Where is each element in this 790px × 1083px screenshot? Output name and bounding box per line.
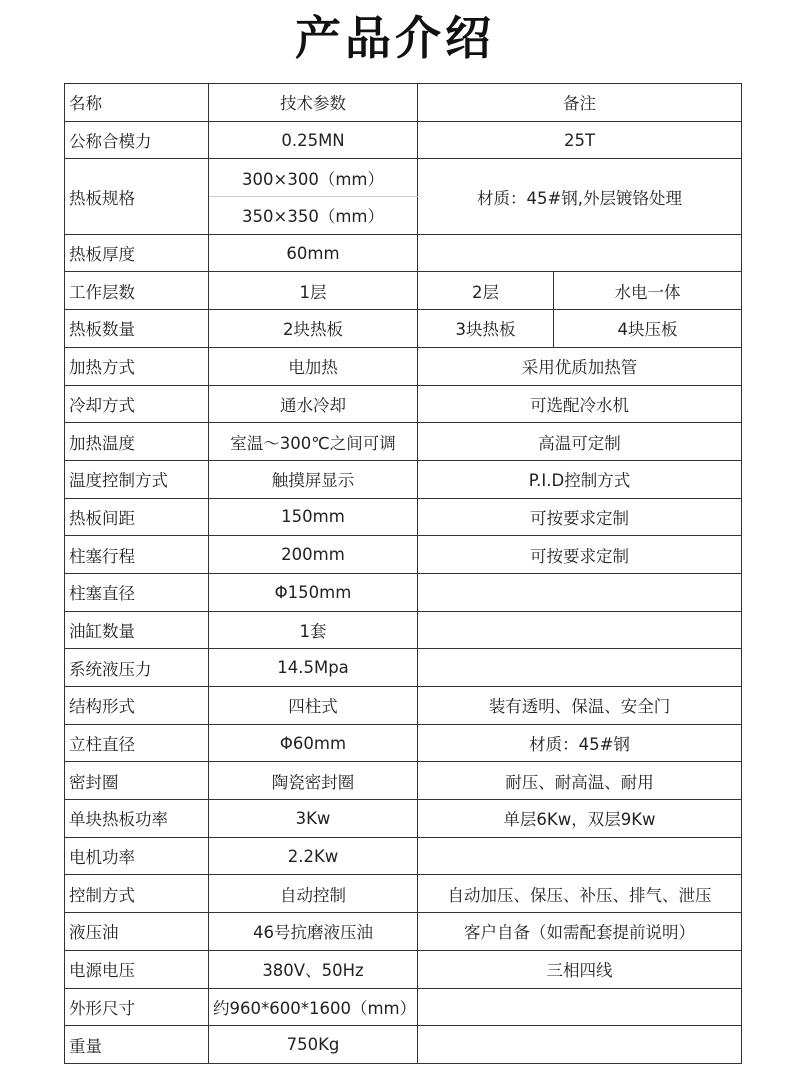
row-name: 热板间距	[65, 498, 209, 536]
row-name: 重量	[65, 1026, 209, 1064]
row-note-a: 3块热板	[418, 310, 554, 348]
row-name: 热板厚度	[65, 234, 209, 272]
row-param: 电加热	[209, 347, 418, 385]
row-param: 380V、50Hz	[209, 950, 418, 988]
row-param: 2块热板	[209, 310, 418, 348]
row-name: 系统液压力	[65, 649, 209, 687]
table-row	[65, 988, 742, 1026]
row-param: 300×300（mm）	[209, 159, 418, 197]
row-note: 可按要求定制	[418, 498, 742, 536]
table-row	[65, 1026, 742, 1064]
row-name: 油缸数量	[65, 611, 209, 649]
row-param: 1套	[209, 611, 418, 649]
row-param: 60mm	[209, 234, 418, 272]
table-row	[65, 234, 742, 272]
header-param: 技术参数	[209, 84, 418, 122]
row-name: 工作层数	[65, 272, 209, 310]
row-note: 高温可定制	[418, 423, 742, 461]
spec-table	[64, 83, 742, 1064]
table-row	[65, 800, 742, 838]
row-note-b: 4块压板	[554, 310, 742, 348]
row-param: 200mm	[209, 536, 418, 574]
row-name: 控制方式	[65, 875, 209, 913]
table-row	[65, 460, 742, 498]
table-row	[65, 611, 742, 649]
row-note: 装有透明、保温、安全门	[418, 687, 742, 725]
row-param: 750Kg	[209, 1026, 418, 1064]
table-row	[65, 423, 742, 461]
table-row	[65, 687, 742, 725]
row-name: 密封圈	[65, 762, 209, 800]
row-param: 触摸屏显示	[209, 460, 418, 498]
table-row	[65, 573, 742, 611]
table-row	[65, 649, 742, 687]
row-note-b: 水电一体	[554, 272, 742, 310]
row-note: 材质：45#钢,外层镀铬处理	[418, 159, 742, 234]
row-note	[418, 1026, 742, 1064]
row-name: 柱塞直径	[65, 573, 209, 611]
table-row	[65, 159, 742, 197]
table-row	[65, 121, 742, 159]
row-name: 温度控制方式	[65, 460, 209, 498]
row-name: 液压油	[65, 913, 209, 951]
row-note: 材质：45#钢	[418, 724, 742, 762]
table-row	[65, 498, 742, 536]
page-title: 产品介绍	[295, 11, 495, 65]
row-name: 加热方式	[65, 347, 209, 385]
row-note	[418, 988, 742, 1026]
row-note: 三相四线	[418, 950, 742, 988]
table-row	[65, 913, 742, 951]
table-header-row	[65, 84, 742, 122]
row-param: 陶瓷密封圈	[209, 762, 418, 800]
row-note	[418, 573, 742, 611]
row-name: 热板数量	[65, 310, 209, 348]
row-note: P.I.D控制方式	[418, 460, 742, 498]
row-param: 350×350（mm）	[209, 197, 418, 235]
row-note	[418, 649, 742, 687]
row-param: 室温～300℃之间可调	[209, 423, 418, 461]
row-name: 结构形式	[65, 687, 209, 725]
table-row	[65, 272, 742, 310]
row-name: 柱塞行程	[65, 536, 209, 574]
row-param: 2.2Kw	[209, 837, 418, 875]
row-note: 可选配冷水机	[418, 385, 742, 423]
table-row	[65, 950, 742, 988]
table-row	[65, 310, 742, 348]
header-note: 备注	[418, 84, 742, 122]
row-note	[418, 837, 742, 875]
row-name: 冷却方式	[65, 385, 209, 423]
table-row	[65, 837, 742, 875]
row-name: 热板规格	[65, 159, 209, 234]
row-name: 加热温度	[65, 423, 209, 461]
row-param: 3Kw	[209, 800, 418, 838]
row-param: 14.5Mpa	[209, 649, 418, 687]
row-param: 自动控制	[209, 875, 418, 913]
row-note	[418, 234, 742, 272]
header-name: 名称	[65, 84, 209, 122]
table-row	[65, 724, 742, 762]
table-row	[65, 875, 742, 913]
row-note: 耐压、耐高温、耐用	[418, 762, 742, 800]
row-name: 立柱直径	[65, 724, 209, 762]
row-note: 采用优质加热管	[418, 347, 742, 385]
table-row	[65, 762, 742, 800]
row-note: 25T	[418, 121, 742, 159]
row-param: Φ60mm	[209, 724, 418, 762]
row-name: 电机功率	[65, 837, 209, 875]
row-param: 150mm	[209, 498, 418, 536]
row-name: 公称合模力	[65, 121, 209, 159]
row-param: 0.25MN	[209, 121, 418, 159]
row-note	[418, 611, 742, 649]
row-param: 46号抗磨液压油	[209, 913, 418, 951]
row-param: Φ150mm	[209, 573, 418, 611]
row-note-a: 2层	[418, 272, 554, 310]
row-name: 电源电压	[65, 950, 209, 988]
row-param: 1层	[209, 272, 418, 310]
table-row	[65, 347, 742, 385]
row-note: 自动加压、保压、补压、排气、泄压	[418, 875, 742, 913]
row-name: 单块热板功率	[65, 800, 209, 838]
row-note: 可按要求定制	[418, 536, 742, 574]
row-param: 通水冷却	[209, 385, 418, 423]
table-row	[65, 536, 742, 574]
row-param: 约960*600*1600（mm）	[209, 988, 418, 1026]
row-param: 四柱式	[209, 687, 418, 725]
row-name: 外形尺寸	[65, 988, 209, 1026]
row-note: 单层6Kw，双层9Kw	[418, 800, 742, 838]
table-row	[65, 385, 742, 423]
row-note: 客户自备（如需配套提前说明）	[418, 913, 742, 951]
